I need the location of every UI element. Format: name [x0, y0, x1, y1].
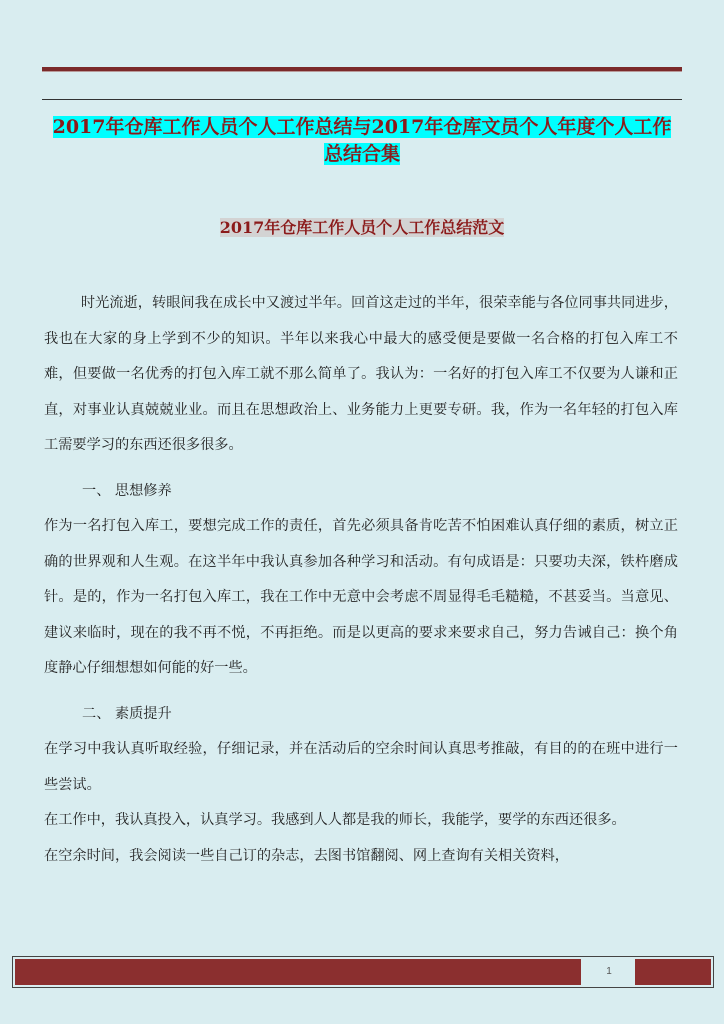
section-heading-2: 二、 素质提升	[82, 705, 172, 722]
document-title-text: 2017年仓库工作人员个人工作总结与2017年仓库文员个人年度个人工作总结合集	[52, 116, 672, 165]
document-subtitle	[44, 216, 680, 240]
page-footer	[12, 956, 714, 988]
document-subtitle-text: 2017年仓库工作人员个人工作总结范文	[219, 218, 505, 237]
header-rule-shadow	[42, 71, 682, 72]
section-2-paragraph-1: 在学习中我认真听取经验，仔细记录，并在活动后的空余时间认真思考推敲，有目的的在班中进行一些尝试。	[44, 741, 678, 793]
document-body	[44, 286, 678, 874]
document-title	[44, 114, 680, 168]
section-2-paragraph-2: 在工作中，我认真投入，认真学习。我感到人人都是我的师长，我能学，要学的东西还很多。	[44, 812, 626, 828]
intro-paragraph: 时光流逝，转眼间我在成长中又渡过半年。回首这走过的半年，很荣幸能与各位同事共同进步，我也在大家的身上学到不少的知识。半年以来我心中最大的感受便是要做一名合格的打包入库工不难，但要做一名优秀的打包入库工就不那么简单了。我认为：一名好的打包入库工不仅要为人谦和正直，对事业认真兢兢业业。而且在思想政治上、业务能力上更要专研。我，作为一名年轻的打包入库工需要学习的东西还很多很多。	[44, 295, 678, 453]
section-2-paragraph-3: 在空余时间，我会阅读一些自己订的杂志，去图书馆翻阅、网上查询有关相关资料，	[44, 847, 569, 864]
footer-bar-right	[635, 959, 711, 985]
header-thin-rule	[42, 99, 682, 100]
page-number: 1	[606, 966, 612, 977]
section-heading-1: 一、 思想修养	[82, 482, 172, 499]
section-1-paragraph: 作为一名打包入库工，要想完成工作的责任，首先必须具备肯吃苦不怕困难认真仔细的素质，树立正确的世界观和人生观。在这半年中我认真参加各种学习和活动。有句成语是：只要功夫深，铁杵磨成针。是的，作为一名打包入库工，我在工作中无意中会考虑不周显得毛毛糙糙，不甚妥当。当意见、建议来临时，现在的我不再不悦，不再拒绝。而是以更高的要求来要求自己，努力告诫自己：换个角度静心仔细想想如何能的好一些。	[44, 518, 678, 676]
footer-bar-left	[15, 959, 581, 985]
